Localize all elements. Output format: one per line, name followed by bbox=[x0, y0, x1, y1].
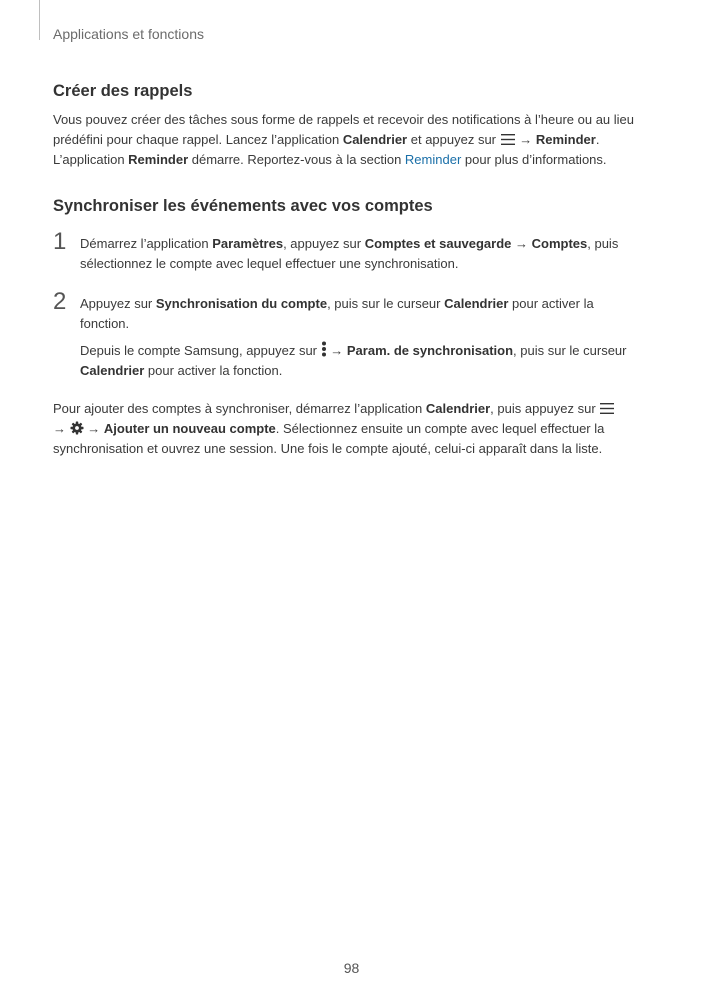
header-side-rule bbox=[39, 0, 40, 40]
step-1-text: Démarrez l’application Paramètres, appuyez sur Comptes et sauvegarde → Comptes, puis sélectionnez le compte avec lequel effectuer une synchronisation. bbox=[80, 236, 619, 271]
reminder-section-link[interactable]: Reminder bbox=[404, 152, 462, 167]
page-number: 98 bbox=[343, 960, 360, 976]
menu-icon bbox=[500, 133, 516, 146]
step-2-note: Depuis le compte Samsung, appuyez sur → Param. de synchronisation, puis sur le curseur Calendrier pour activer la fonction. bbox=[80, 343, 627, 378]
step-2 bbox=[53, 288, 643, 381]
step-number: 2 bbox=[53, 288, 67, 315]
app-name-calendar: Calendrier bbox=[342, 132, 408, 147]
step-number: 1 bbox=[53, 228, 67, 255]
menu-icon bbox=[599, 402, 615, 415]
reminders-paragraph: Vous pouvez créer des tâches sous forme de rappels et recevoir des notifications à l’heure ou au lieu prédéfini pour chaque rappel. Lancez l’application Calendrier et appuyez sur → Reminder. L’application Reminder démarre. Reportez-vous à la section Reminder pour plus d’informations. bbox=[53, 112, 635, 167]
settings-gear-icon bbox=[70, 421, 84, 435]
step-2-text: Appuyez sur Synchronisation du compte, puis sur le curseur Calendrier pour activer la fonction. bbox=[80, 296, 594, 331]
section-title-reminders: Créer des rappels bbox=[53, 82, 193, 100]
page-content bbox=[53, 82, 643, 459]
add-accounts-paragraph: Pour ajouter des comptes à synchroniser, démarrez l’application Calendrier, puis appuyez sur → → Ajouter un nouveau compte. Sélectionnez ensuite un compte avec lequel effectuer la synchronisation et ouvrez une session. Une fois le compte ajouté, celui-ci apparaît dans la liste. bbox=[53, 399, 643, 459]
step-1 bbox=[53, 228, 643, 274]
section-title-sync: Synchroniser les événements avec vos comptes bbox=[53, 197, 433, 215]
running-header: Applications et fonctions bbox=[53, 26, 204, 42]
app-name-reminder: Reminder bbox=[535, 132, 596, 147]
